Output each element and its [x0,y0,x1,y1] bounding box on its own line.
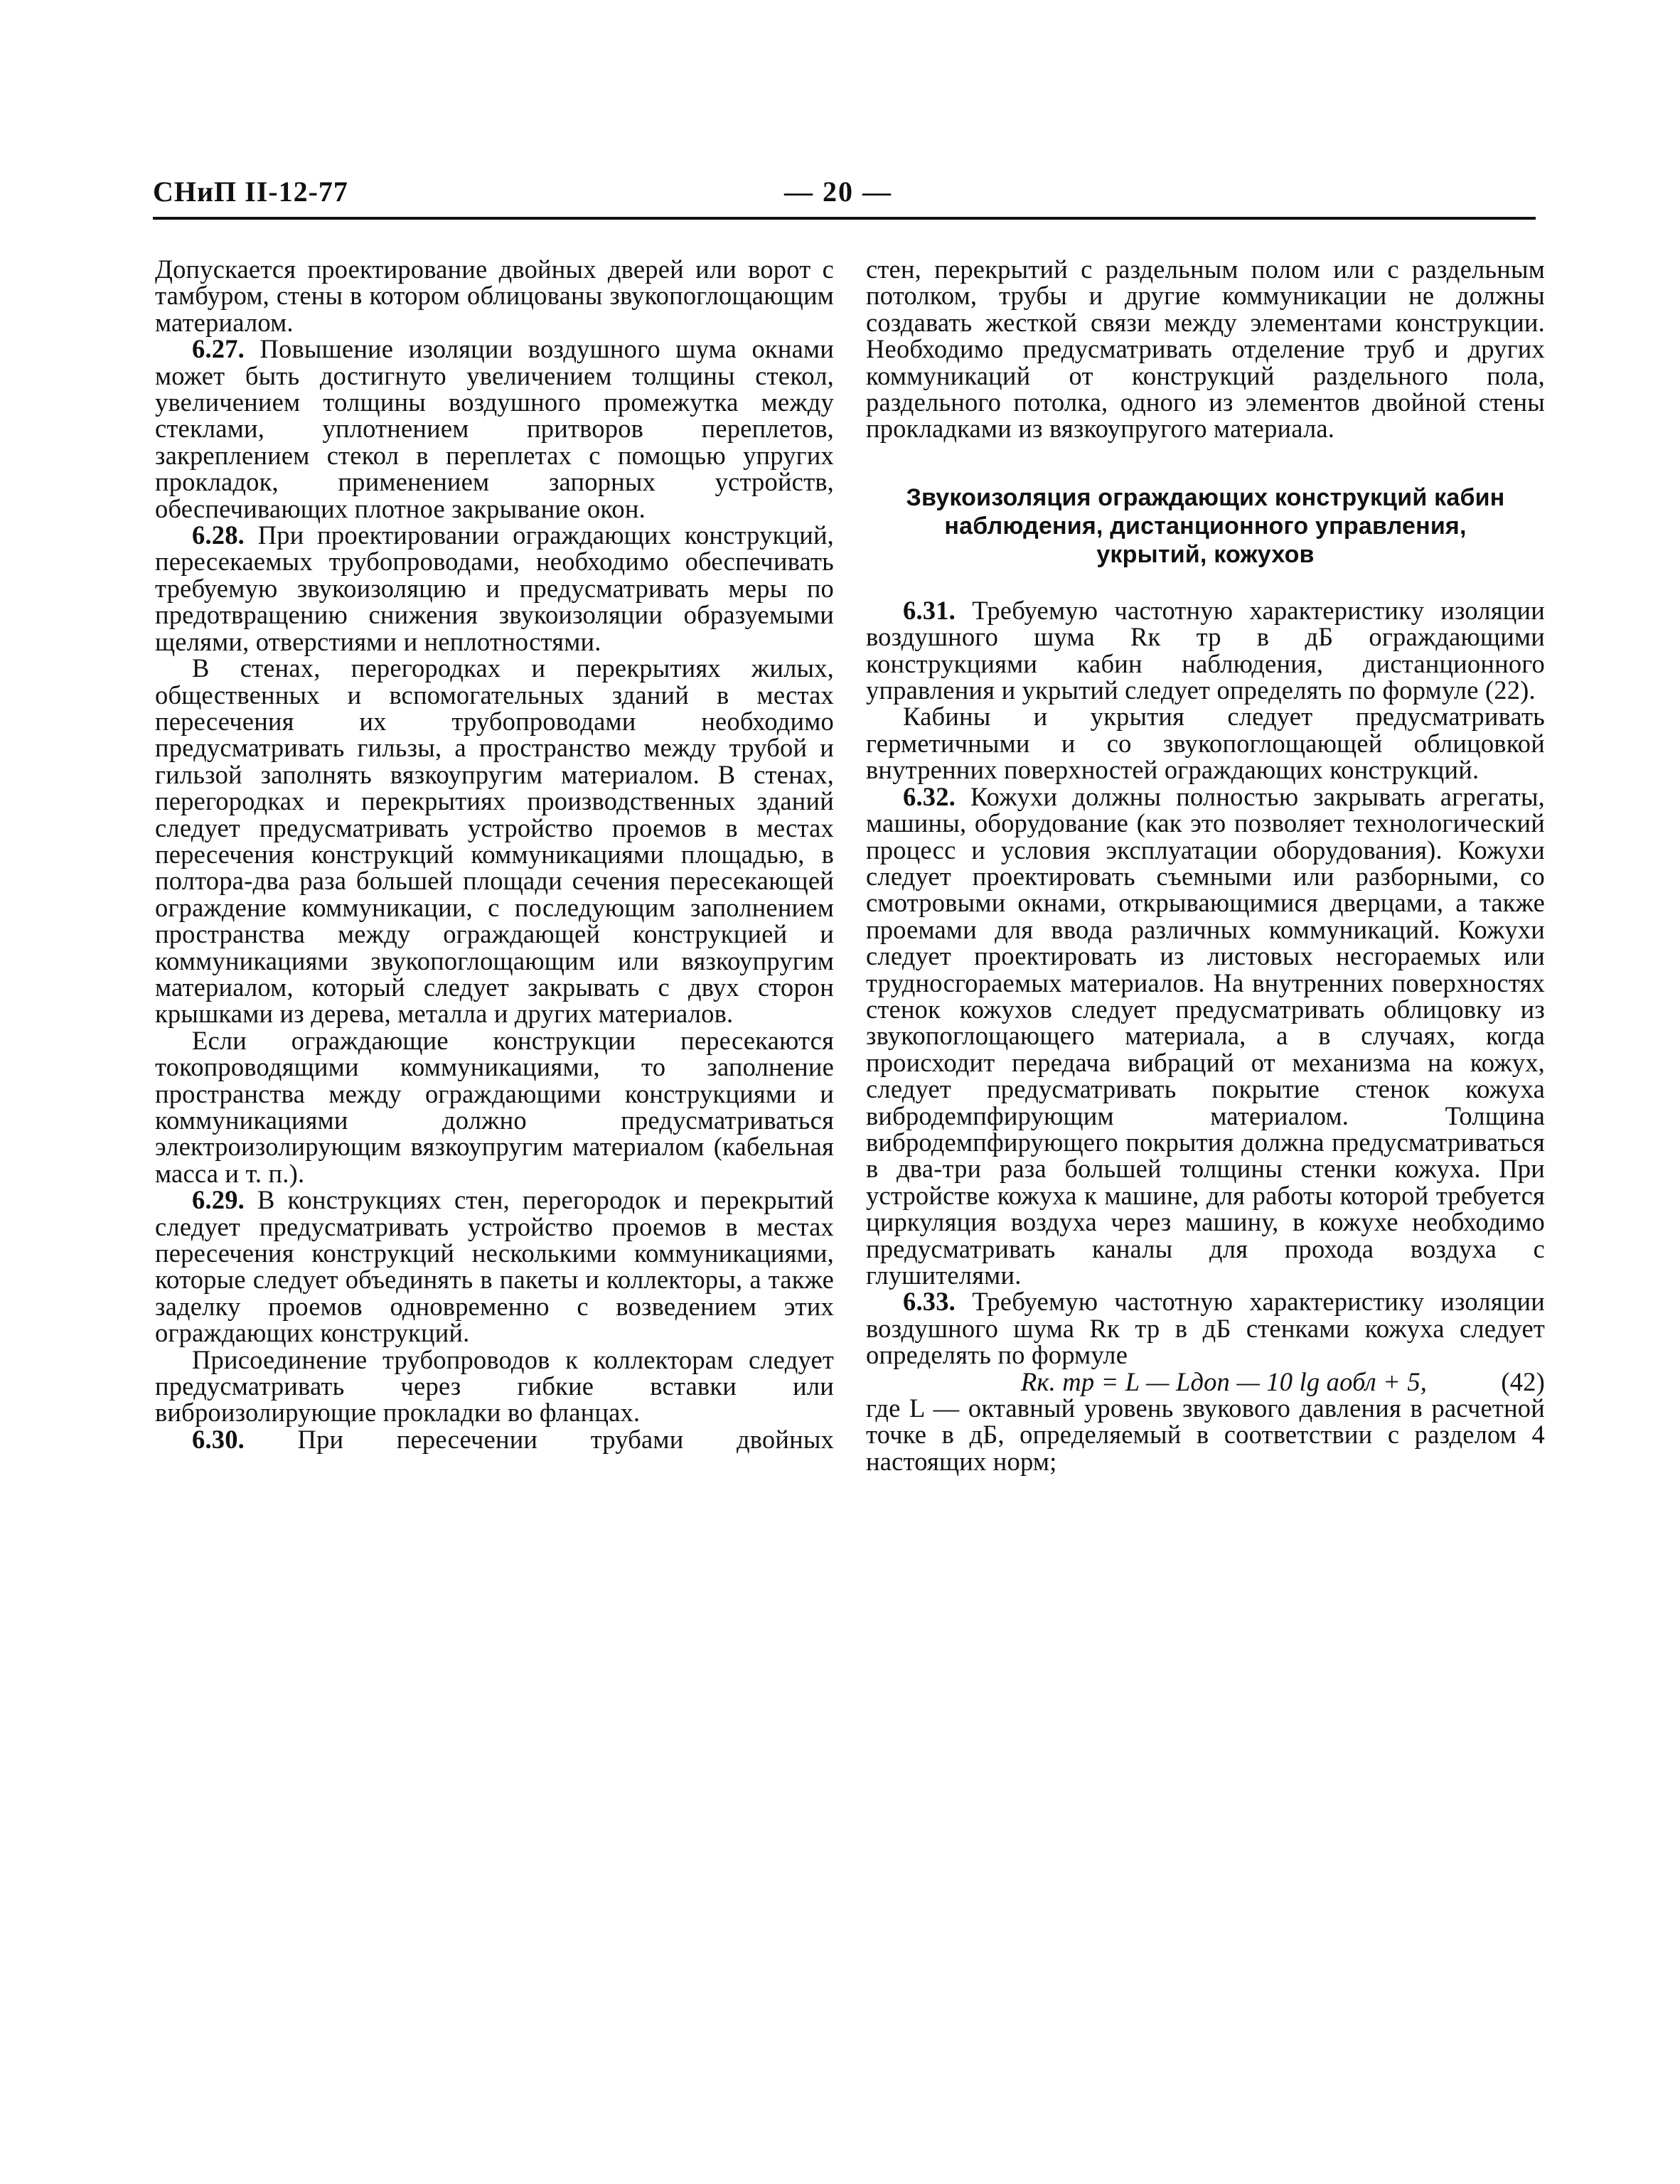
formula-number: (42) [1501,1366,1545,1396]
document-code: СНиП II-12-77 [153,176,348,208]
paragraph: 6.30. При пересечении трубами двойных [192,1424,834,1454]
paragraph: Если ограждающие конструкции пересекаются токопроводящими коммуникациями, то заполнение пространства между ограждающими конструкциями и коммуникациями должно предусматриваться электроизолирующим вязкоупругим материалом (кабельная масса и т. п.). [155,1025,834,1188]
header-rule [153,217,1536,220]
formula [866,1366,1545,1396]
paragraph: 6.27. Повышение изоляции воздушного шума окнами может быть достигнуто увеличением толщины стекол, увеличением толщины воздушного промежутка между стеклами, уплотнением притворов переплетов, закреплением стекол в переплетах с помощью упругих прокладок, применением запорных устройств, обеспечивающих плотное закрывание окон. [155,334,834,523]
paragraph: где L — октавный уровень звукового давления в расчетной точке в дБ, определяемый в соответствии с разделом 4 настоящих норм; [866,1393,1545,1476]
paragraph: Присоединение трубопроводов к коллекторам следует предусматривать через гибкие вставки или виброизолирующие прокладки во фланцах. [155,1344,834,1428]
right-column [866,256,1545,1474]
page-number: — 20 — [784,176,892,208]
left-column [155,256,834,1452]
paragraph: 6.32. Кожухи должны полностью закрывать агрегаты, машины, оборудование (как это позволяет технологический процесс и условия эксплуатации оборудования). Кожухи следует проектировать съемными или разборными, со смотровыми окнами, открывающимися дверцами, а также проемами для ввода различных коммуникаций. Кожухи следует проектировать из листовых несгораемых или трудносгораемых материалов. На внутренних поверхностях стенок кожухов следует предусматривать облицовку из звукопоглощающего материала, а в случаях, когда происходит передача вибраций от механизма на кожух, следует предусматривать покрытие стенок кожуха вибродемпфирующим материалом. Толщина вибродемпфирующего покрытия должна предусматриваться в два-три раза большей толщины стенки кожуха. При устройстве кожуха к машине, для работы которой требуется циркуляция воздуха через машину, в кожухе необходимо предусматривать каналы для прохода воздуха с глушителями. [866,781,1545,1290]
section-title: Звукоизоляция ограждающих конструкций кабин наблюдения, дистанционного управления, укрытий, кожухов [906,483,1505,568]
paragraph: В стенах, перегородках и перекрытиях жилых, общественных и вспомогательных зданий в местах пересечения их трубопроводами необходимо предусматривать гильзы, а пространство между трубой и гильзой заполнять вязкоупругим материалом. В стенах, перегородках и перекрытиях производственных зданий следует предусматривать устройство проемов в местах пересечения конструкций коммуникациями площадью, в полтора-два раза большей площади сечения пересекающей ограждение коммуникации, с последующим заполнением пространства между ограждающей конструкцией и коммуникациями звукопоглощающим или вязкоупругим материалом, который следует закрывать с двух сторон крышками из дерева, металла и других материалов. [155,653,834,1029]
paragraph: 6.29. В конструкциях стен, перегородок и перекрытий следует предусматривать устройство проемов в местах пересечения конструкций несколькими коммуникациями, которые следует объединять в пакеты и коллекторы, а также заделку проемов одновременно с возведением этих ограждающих конструкций. [155,1185,834,1348]
paragraph: 6.31. Требуемую частотную характеристику изоляции воздушного шума Rк тр в дБ ограждающими конструкциями кабин наблюдения, дистанционного управления и укрытий следует определять по формуле (22). [866,595,1545,705]
paragraph: стен, перекрытий с раздельным полом или с раздельным потолком, трубы и другие коммуникации не должны создавать жесткой связи между элементами конструкции. Необходимо предусматривать отделение труб и других коммуникаций от конструкций раздельного пола, раздельного потолка, одного из элементов двойной стены прокладками из вязкоупругого материала. [866,255,1545,444]
formula-expression: Rк. тр = L — Lдоп — 10 lg aобл + 5, [1020,1366,1428,1396]
paragraph: Допускается проектирование двойных дверей или ворот с тамбуром, стены в котором облицованы звукопоглощающим материалом. [155,255,834,337]
paragraph: 6.28. При проектировании ограждающих конструкций, пересекаемых трубопроводами, необходимо обеспечивать требуемую звукоизоляцию и предусматривать меры по предотвращению снижения звукоизоляции образуемыми щелями, отверстиями и неплотностями. [155,520,834,656]
paragraph: 6.33. Требуемую частотную характеристику изоляции воздушного шума Rк тр в дБ стенками кожуха следует определять по формуле [866,1287,1545,1370]
paragraph: Кабины и укрытия следует предусматривать герметичными и со звукопоглощающей облицовкой внутренних поверхностей ограждающих конструкций. [866,702,1545,785]
